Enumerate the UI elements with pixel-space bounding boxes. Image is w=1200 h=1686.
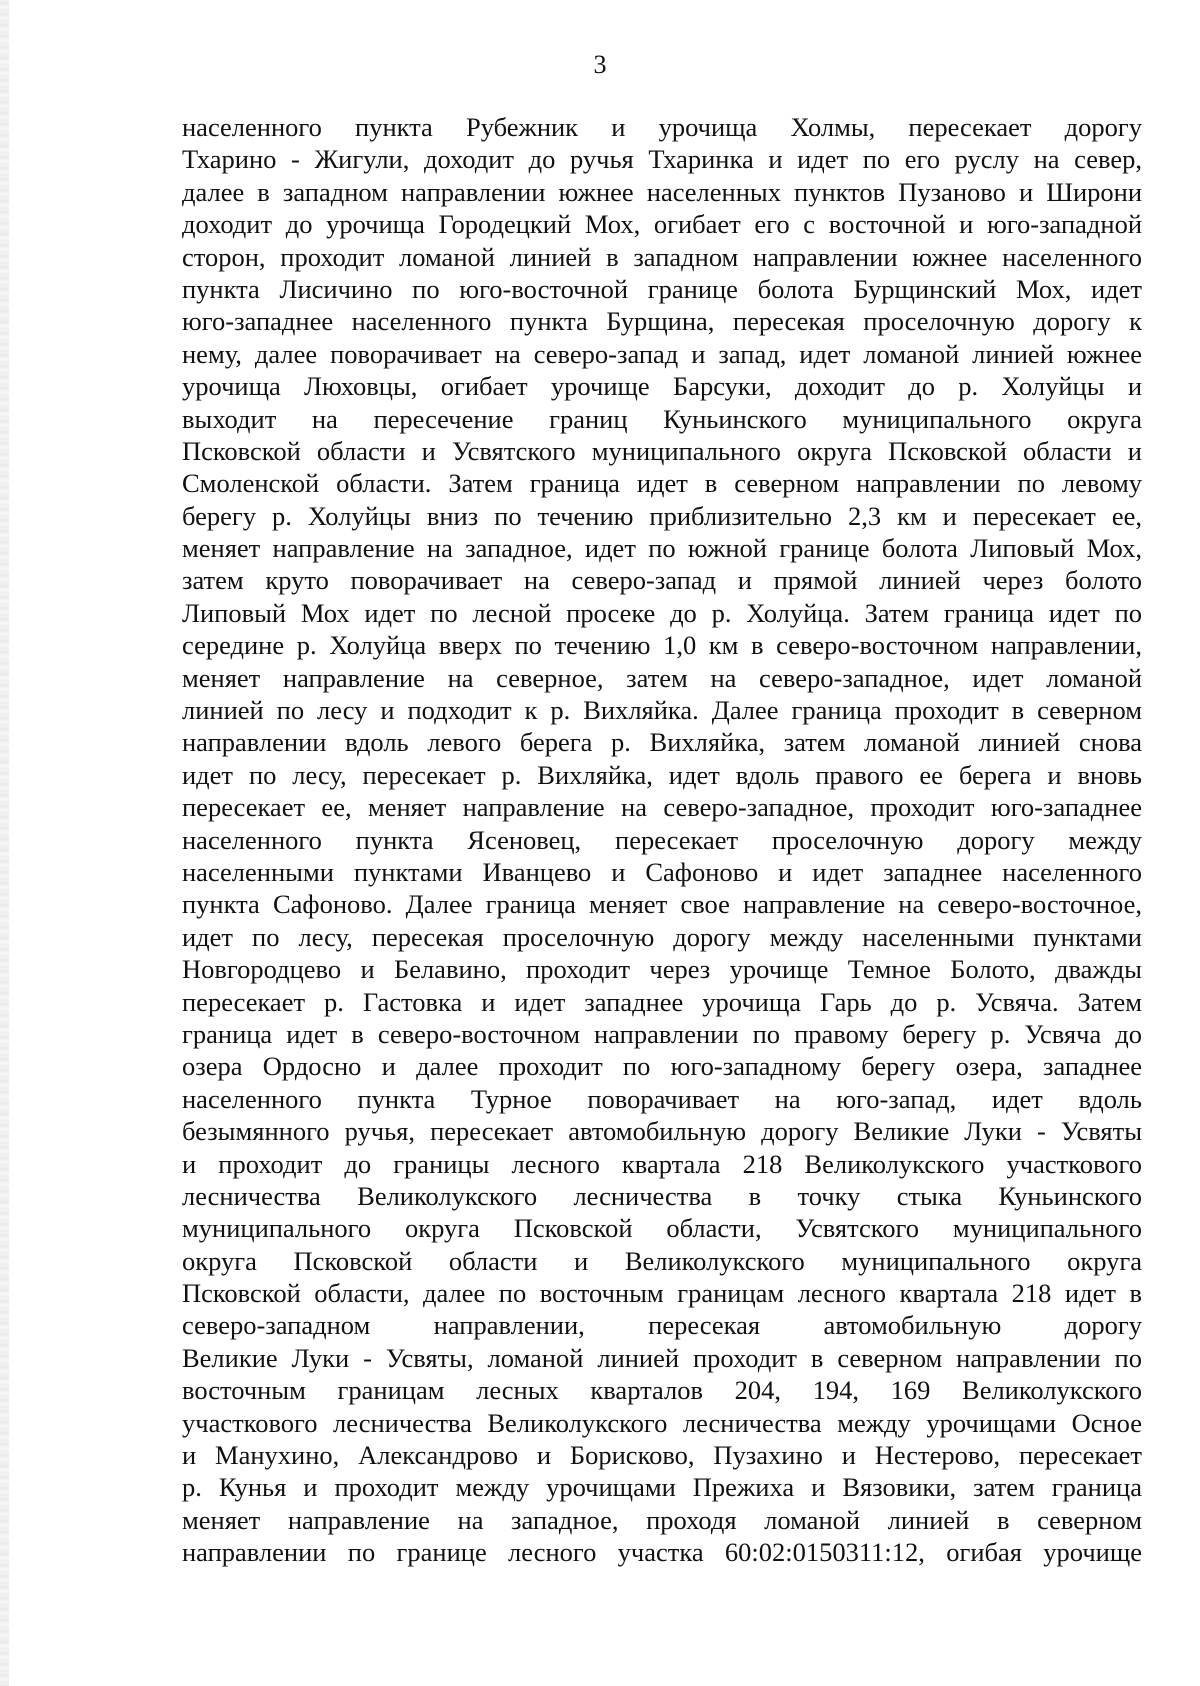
text-line: меняет направление на северное, затем на северо-западное, идет ломаной: [182, 662, 1142, 693]
text-line: восточным границам лесных кварталов 204, 194, 169 Великолукского: [182, 1375, 1142, 1406]
text-line: населенного пункта Ясеновец, пересекает проселочную дорогу между: [182, 824, 1142, 855]
text-line: лесничества Великолукского лесничества в точку стыка Куньинского: [182, 1180, 1142, 1211]
text-line: меняет направление на западное, идет по южной границе болота Липовый Мох,: [182, 533, 1142, 564]
text-line: выходит на пересечение границ Куньинского муниципального округа: [182, 403, 1142, 434]
text-line: граница идет в северо-восточном направлении по правому берегу р. Усвяча до: [182, 1018, 1142, 1049]
text-line: населенными пунктами Иванцево и Сафоново и идет западнее населенного: [182, 856, 1142, 887]
text-line: Псковской области и Усвятского муниципального округа Псковской области и: [182, 435, 1142, 466]
text-line: сторон, проходит ломаной линией в западном направлении южнее населенного: [182, 241, 1142, 272]
text-line: берегу р. Холуйцы вниз по течению приблизительно 2,3 км и пересекает ее,: [182, 500, 1142, 531]
text-line: Смоленской области. Затем граница идет в северном направлении по левому: [182, 468, 1142, 499]
text-line: направлении по границе лесного участка 60:02:0150311:12, огибая урочище: [182, 1537, 1142, 1568]
text-line: меняет направление на западное, проходя ломаной линией в северном: [182, 1504, 1142, 1535]
text-line: Липовый Мох идет по лесной просеке до р. Холуйца. Затем граница идет по: [182, 597, 1142, 628]
text-line: безымянного ручья, пересекает автомобильную дорогу Великие Луки - Усвяты: [182, 1116, 1142, 1147]
text-line: округа Псковской области и Великолукского муниципального округа: [182, 1245, 1142, 1276]
text-line: далее в западном направлении южнее населенных пунктов Пузаново и Широни: [182, 176, 1142, 207]
text-line: пункта Лисичино по юго-восточной границе болота Бурщинский Мох, идет: [182, 273, 1142, 304]
text-line: Новгородцево и Белавино, проходит через урочище Темное Болото, дважды: [182, 954, 1142, 985]
text-line: и Манухино, Александрово и Борисково, Пузахино и Нестерово, пересекает: [182, 1440, 1142, 1471]
text-line: р. Кунья и проходит между урочищами Прежиха и Вязовики, затем граница: [182, 1472, 1142, 1503]
text-line: и проходит до границы лесного квартала 218 Великолукского участкового: [182, 1148, 1142, 1179]
text-line: озера Ордосно и далее проходит по юго-западному берегу озера, западнее: [182, 1051, 1142, 1082]
text-line: идет по лесу, пересекая проселочную дорогу между населенными пунктами: [182, 921, 1142, 952]
text-line: муниципального округа Псковской области, Усвятского муниципального: [182, 1213, 1142, 1244]
text-line: пересекает ее, меняет направление на северо-западное, проходит юго-западнее: [182, 792, 1142, 823]
text-line: участкового лесничества Великолукского лесничества между урочищами Осное: [182, 1407, 1142, 1438]
body-text: [182, 111, 1142, 1569]
text-line: середине р. Холуйца вверх по течению 1,0 км в северо-восточном направлении,: [182, 630, 1142, 661]
text-line: Псковской области, далее по восточным границам лесного квартала 218 идет в: [182, 1278, 1142, 1309]
text-line: затем круто поворачивает на северо-запад и прямой линией через болото: [182, 565, 1142, 596]
text-line: нему, далее поворачивает на северо-запад и запад, идет ломаной линией южнее: [182, 338, 1142, 369]
text-line: доходит до урочища Городецкий Мох, огибает его с восточной и юго-западной: [182, 209, 1142, 240]
text-line: Великие Луки - Усвяты, ломаной линией проходит в северном направлении по: [182, 1342, 1142, 1373]
text-line: пересекает р. Гастовка и идет западнее урочища Гарь до р. Усвяча. Затем: [182, 986, 1142, 1017]
text-line: направлении вдоль левого берега р. Вихляйка, затем ломаной линией снова: [182, 727, 1142, 758]
text-line: Тхарино - Жигули, доходит до ручья Тхаринка и идет по его руслу на север,: [182, 144, 1142, 175]
text-line: юго-западнее населенного пункта Бурщина, пересекая проселочную дорогу к: [182, 306, 1142, 337]
text-line: пункта Сафоново. Далее граница меняет свое направление на северо-восточное,: [182, 889, 1142, 920]
text-line: идет по лесу, пересекает р. Вихляйка, идет вдоль правого ее берега и вновь: [182, 759, 1142, 790]
text-line: северо-западном направлении, пересекая автомобильную дорогу: [182, 1310, 1142, 1341]
text-line: линией по лесу и подходит к р. Вихляйка. Далее граница проходит в северном: [182, 695, 1142, 726]
text-line: населенного пункта Рубежник и урочища Холмы, пересекает дорогу: [182, 112, 1142, 142]
page-number: 3: [593, 50, 607, 79]
text-line: населенного пункта Турное поворачивает на юго-запад, идет вдоль: [182, 1083, 1142, 1114]
text-line: урочища Люховцы, огибает урочище Барсуки, доходит до р. Холуйцы и: [182, 371, 1142, 402]
